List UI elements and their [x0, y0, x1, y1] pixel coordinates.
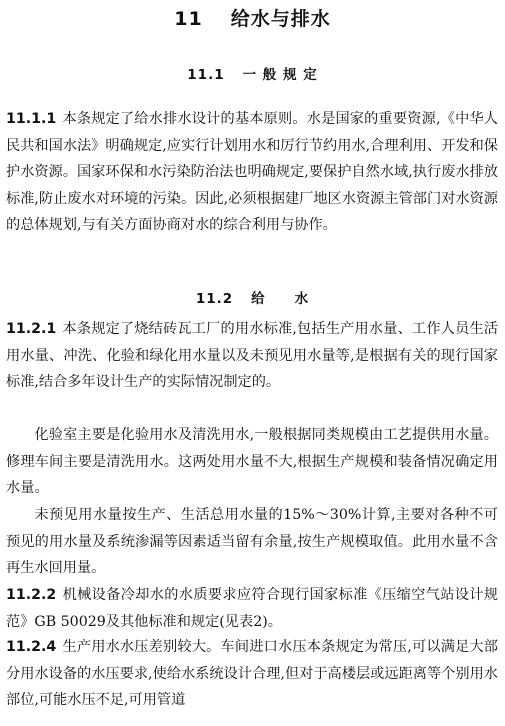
- paragraph-text: 本条规定了给水排水设计的基本原则。水是国家的重要资源,《中华人民共和国水法》明确规定,应实行计划用水和厉行节约用水,合理利用、开发和保护水资源。国家环保和水污染防治法也明确规定,要保护自然水域,执行废水排放标准,防止废水对环境的污染。因此,必须根据建厂地区水资源主管部门对水资源的总体规划,与有关方面协商对水的综合利用与协作。: [6, 111, 498, 233]
- paragraph-unforeseen-water: [6, 502, 498, 582]
- paragraph-text: 机械设备冷却水的水质要求应符合现行国家标准《压缩空气站设计规范》GB 50029及其他标准和规定(见表2)。: [6, 587, 498, 630]
- paragraph-11-2-1: [6, 316, 498, 396]
- paragraph-text: 生产用水水压差别较大。车间进口水压本条规定为常压,可以满足大部分用水设备的水压要求,使给水系统设计合理,但对于高楼层或远距离等个别用水部位,可能水压不足,可用管道: [6, 639, 498, 708]
- paragraph-11-1-1: [6, 106, 498, 239]
- section-number: 11.2: [195, 291, 234, 307]
- paragraph-lab-water: [6, 422, 498, 502]
- paragraph-text: 本条规定了烧结砖瓦工厂的用水标准,包括生产用水量、工作人员生活用水量、冲洗、化验和绿化用水量以及未预见用水量等,是根据有关的现行国家标准,结合多年设计生产的实际情况制定的。: [6, 321, 498, 390]
- clause-number: 11.2.4: [6, 639, 57, 655]
- section-heading-11-2: [0, 287, 505, 307]
- paragraph-text: 未预见用水量按生产、生活总用水量的15%～30%计算,主要对各种不可预见的用水量及系统渗漏等因素适当留有余量,按生产规模取值。此用水量不含再生水回用量。: [6, 507, 498, 576]
- section-title: 一 般 规 定: [242, 67, 318, 83]
- paragraph-11-2-4: [6, 634, 498, 714]
- paragraph-11-2-2: [6, 582, 498, 635]
- section-title: 给 水: [251, 291, 310, 307]
- section-heading-11-1: [0, 63, 505, 83]
- paragraph-text: 化验室主要是化验用水及清洗用水,一般根据同类规模由工艺提供用水量。修理车间主要是清洗用水。这两处用水量不大,根据生产规模和装备情况确定用水量。: [6, 427, 498, 496]
- clause-number: 11.2.2: [6, 587, 57, 603]
- section-number: 11.1: [187, 67, 225, 83]
- chapter-number: 11: [174, 8, 203, 30]
- clause-number: 11.2.1: [6, 321, 57, 337]
- clause-number: 11.1.1: [6, 111, 57, 127]
- chapter-title-text: 给水与排水: [230, 8, 331, 30]
- chapter-title: [0, 4, 505, 31]
